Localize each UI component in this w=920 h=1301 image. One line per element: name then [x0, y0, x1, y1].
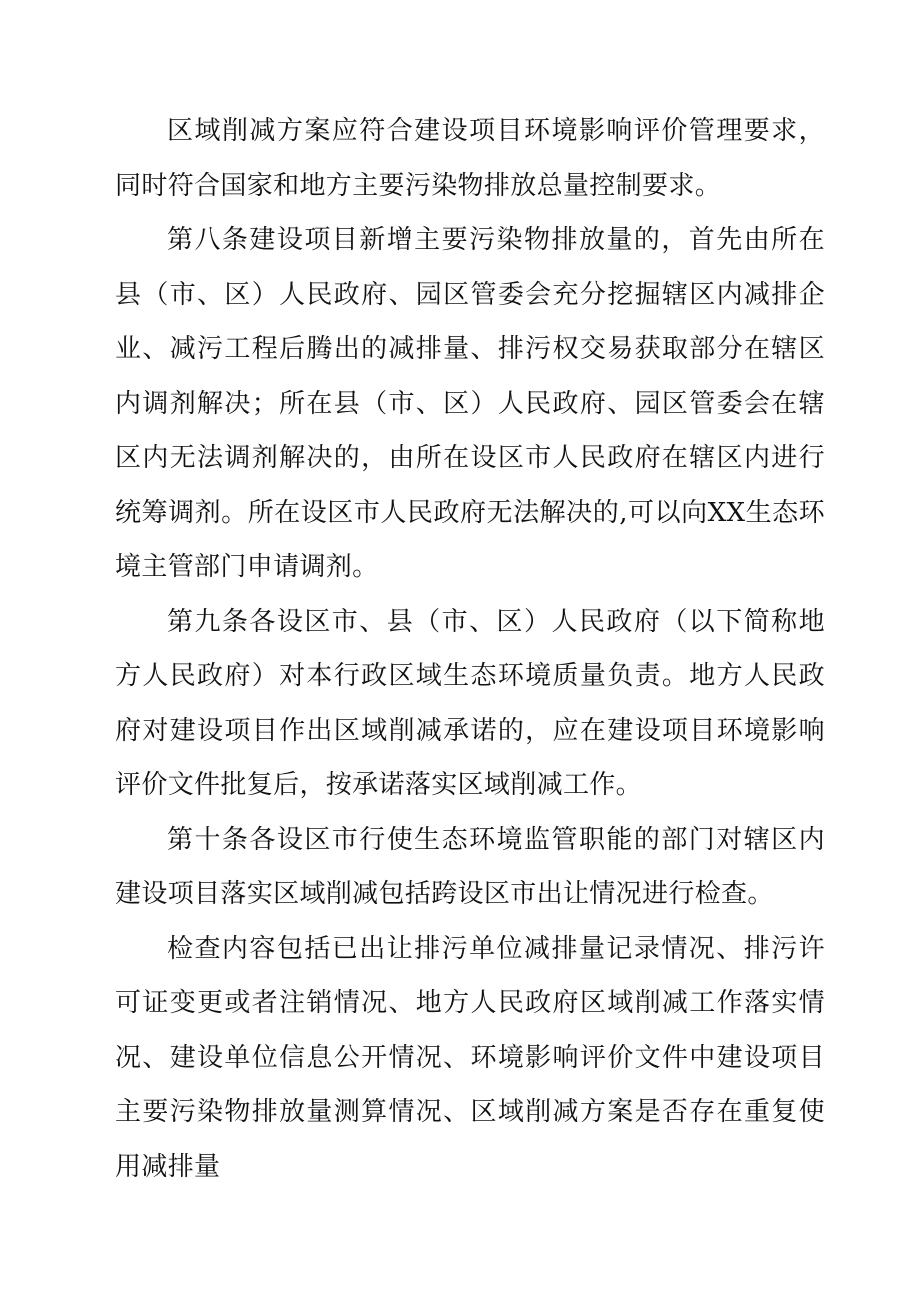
paragraph-article-9: 第九条各设区市、县（市、区）人民政府（以下简称地方人民政府）对本行政区域生态环境质量负责。地方人民政府对建设项目作出区域削减承诺的，应在建设项目环境影响评价文件批复后，按承诺落实区域削减工作。: [115, 606, 825, 800]
paragraph-article-10: 第十条各设区市行使生态环境监管职能的部门对辖区内建设项目落实区域削减包括跨设区市出让情况进行检查。: [115, 824, 825, 909]
document-body: [115, 104, 825, 1194]
paragraph-inspection-content: 检查内容包括已出让排污单位减排量记录情况、排污许可证变更或者注销情况、地方人民政府区域削减工作落实情况、建设单位信息公开情况、环境影响评价文件中建设项目主要污染物排放量测算情况、区域削减方案是否存在重复使用减排量: [115, 933, 825, 1182]
paragraph-article-8: 第八条建设项目新增主要污染物排放量的，首先由所在县（市、区）人民政府、园区管委会充分挖掘辖区内减排企业、减污工程后腾出的减排量、排污权交易获取部分在辖区内调剂解决；所在县（市、区）人民政府、园区管委会在辖区内无法调剂解决的，由所在设区市人民政府在辖区内进行统筹调剂。所在设区市人民政府无法解决的,可以向XX生态环境主管部门申请调剂。: [115, 225, 825, 582]
paragraph-regional-reduction-plan: 区域削减方案应符合建设项目环境影响评价管理要求，同时符合国家和地方主要污染物排放总量控制要求。: [115, 116, 825, 201]
